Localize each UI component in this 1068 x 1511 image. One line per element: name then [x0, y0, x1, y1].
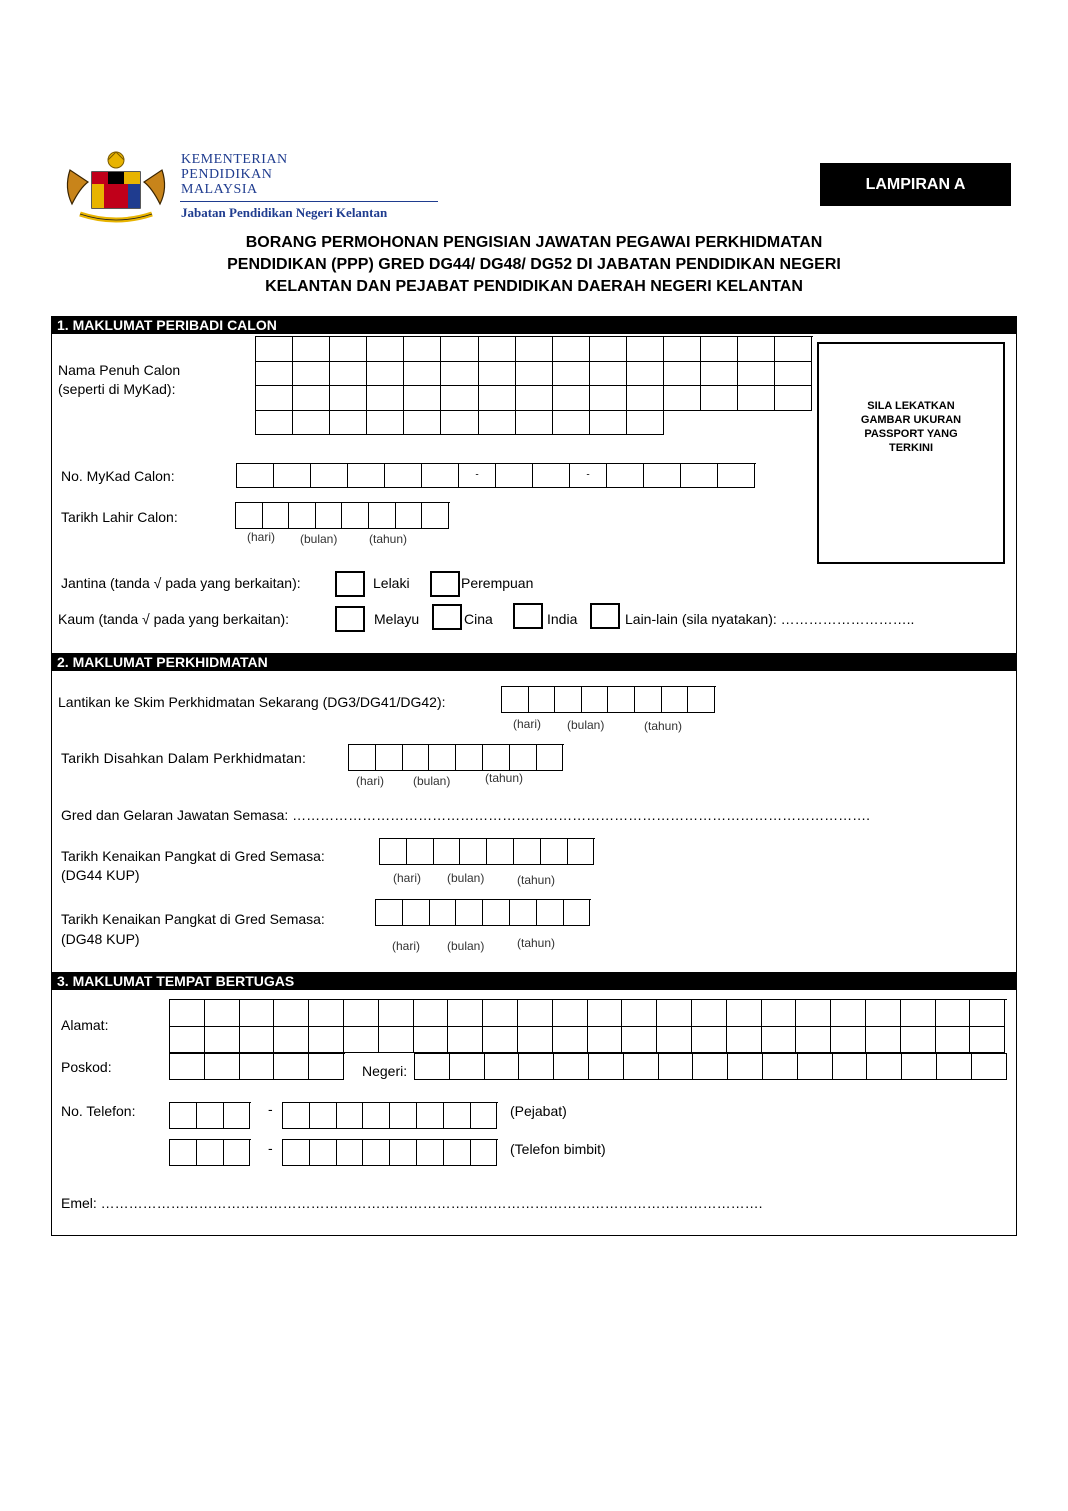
input-cell[interactable] — [385, 464, 422, 488]
race-melayu-checkbox[interactable] — [335, 606, 365, 632]
input-cell[interactable] — [831, 1027, 866, 1054]
input-cell[interactable] — [376, 745, 403, 771]
input-cell[interactable] — [518, 1027, 553, 1054]
input-cell[interactable] — [624, 1054, 659, 1080]
input-cell[interactable] — [404, 411, 441, 436]
input-cell[interactable] — [263, 503, 290, 529]
promo44-label-line2: (DG44 KUP) — [61, 867, 140, 883]
input-cell[interactable] — [590, 362, 627, 387]
input-cell[interactable] — [936, 1000, 971, 1027]
input-cell[interactable] — [310, 1103, 337, 1129]
ministry-divider — [180, 201, 438, 202]
form-title-line2: PENDIDIKAN (PPP) GRED DG44/ DG48/ DG52 DI JABATAN PENDIDIKAN NEGERI — [227, 256, 841, 273]
input-cell[interactable] — [607, 464, 644, 488]
input-cell[interactable] — [170, 1054, 205, 1080]
input-cell[interactable] — [367, 337, 404, 362]
input-cell[interactable] — [516, 362, 553, 387]
promo48-tahun: (tahun) — [517, 936, 556, 950]
race-cina-checkbox[interactable] — [432, 604, 462, 630]
input-cell[interactable] — [831, 1000, 866, 1027]
input-cell[interactable] — [701, 362, 738, 387]
phone-label: No. Telefon: — [61, 1103, 136, 1119]
ministry-name — [181, 152, 288, 197]
input-cell[interactable] — [553, 362, 590, 387]
input-cell[interactable] — [459, 464, 496, 488]
input-cell[interactable] — [236, 503, 263, 529]
input-cell[interactable] — [330, 337, 367, 362]
input-cell[interactable] — [448, 1000, 483, 1027]
input-cell[interactable] — [901, 1027, 936, 1054]
input-cell[interactable] — [796, 1027, 831, 1054]
mykad-separator: - — [475, 468, 479, 480]
input-cell[interactable] — [568, 839, 595, 865]
input-cell[interactable] — [553, 386, 590, 411]
input-cell[interactable] — [622, 1027, 657, 1054]
input-cell[interactable] — [471, 1103, 498, 1129]
input-cell[interactable] — [588, 1027, 623, 1054]
input-cell[interactable] — [170, 1103, 197, 1129]
input-cell[interactable] — [404, 386, 441, 411]
gender-label: Jantina (tanda √ pada yang berkaitan): — [61, 575, 301, 591]
input-cell[interactable] — [970, 1027, 1005, 1054]
input-cell[interactable] — [701, 337, 738, 362]
appointment-tahun: (tahun) — [644, 719, 683, 733]
input-cell[interactable] — [441, 362, 478, 387]
input-cell[interactable] — [590, 411, 627, 436]
form-title-line3: KELANTAN DAN PEJABAT PENDIDIKAN DAERAH NEGERI KELANTAN — [265, 278, 803, 295]
input-cell[interactable] — [256, 386, 293, 411]
mobile-label: (Telefon bimbit) — [510, 1141, 606, 1157]
input-cell[interactable] — [659, 1054, 694, 1080]
input-cell[interactable] — [937, 1054, 972, 1080]
email-label[interactable]: Emel: ……………………………………………………………………………………………………………………………. — [61, 1195, 763, 1211]
input-cell[interactable] — [657, 1000, 692, 1027]
input-cell[interactable] — [833, 1054, 868, 1080]
confirmed-label: Tarikh Disahkan Dalam Perkhidmatan: — [61, 750, 307, 766]
input-cell[interactable] — [390, 1103, 417, 1129]
input-cell[interactable] — [533, 464, 570, 488]
dob-label: Tarikh Lahir Calon: — [61, 509, 178, 525]
postcode-label: Poskod: — [61, 1059, 112, 1075]
input-cell[interactable] — [293, 386, 330, 411]
input-cell[interactable] — [622, 1000, 657, 1027]
input-cell[interactable] — [972, 1054, 1007, 1080]
promo44-hari: (hari) — [393, 871, 422, 885]
input-cell[interactable] — [516, 411, 553, 436]
input-cell[interactable] — [681, 464, 718, 488]
input-cell[interactable] — [718, 464, 755, 488]
input-cell[interactable] — [414, 1027, 449, 1054]
input-cell[interactable] — [170, 1000, 205, 1027]
input-cell[interactable] — [590, 337, 627, 362]
input-cell[interactable] — [417, 1103, 444, 1129]
input-cell[interactable] — [519, 1054, 554, 1080]
photo-instructions — [819, 399, 1003, 455]
photo-text-4: TERKINI — [889, 442, 933, 454]
input-cell[interactable] — [205, 1027, 240, 1054]
promo48-bulan: (bulan) — [447, 939, 485, 953]
input-cell[interactable] — [866, 1000, 901, 1027]
mykad-grid[interactable] — [236, 463, 756, 488]
promo44-label-line1: Tarikh Kenaikan Pangkat di Gred Semasa: — [61, 848, 325, 864]
input-cell[interactable] — [415, 1054, 450, 1080]
input-cell[interactable] — [256, 337, 293, 362]
input-cell[interactable] — [429, 745, 456, 771]
input-cell[interactable] — [483, 900, 510, 926]
input-cell[interactable] — [256, 362, 293, 387]
input-cell[interactable] — [367, 362, 404, 387]
input-cell[interactable] — [554, 1054, 589, 1080]
office-dash: - — [268, 1101, 273, 1117]
input-cell[interactable] — [762, 1027, 797, 1054]
input-cell[interactable] — [363, 1103, 390, 1129]
input-cell[interactable] — [763, 1054, 798, 1080]
input-cell[interactable] — [274, 1054, 309, 1080]
input-cell[interactable] — [367, 386, 404, 411]
input-cell[interactable] — [456, 900, 483, 926]
name-label-line1: Nama Penuh Calon — [58, 362, 181, 378]
state-label: Negeri: — [362, 1063, 408, 1079]
input-cell[interactable] — [367, 411, 404, 436]
input-cell[interactable] — [170, 1140, 197, 1166]
input-cell[interactable] — [902, 1054, 937, 1080]
input-cell[interactable] — [404, 337, 441, 362]
mykad-separator: - — [586, 468, 590, 480]
input-cell[interactable] — [422, 464, 459, 488]
dob-hari: (hari) — [247, 530, 276, 544]
input-cell[interactable] — [256, 411, 293, 436]
input-cell[interactable] — [170, 1027, 205, 1054]
mobile-dash: - — [268, 1140, 273, 1156]
input-cell[interactable] — [693, 1054, 728, 1080]
input-cell[interactable] — [627, 386, 664, 411]
input-cell[interactable] — [635, 687, 662, 713]
race-label: Kaum (tanda √ pada yang berkaitan): — [58, 611, 290, 627]
input-cell[interactable] — [237, 464, 274, 488]
input-cell[interactable] — [727, 1000, 762, 1027]
input-cell[interactable] — [537, 900, 564, 926]
ministry-line1: KEMENTERIAN — [181, 152, 288, 167]
address-grid[interactable] — [169, 999, 1007, 1053]
gender-perempuan-label: Perempuan — [461, 575, 534, 591]
input-cell[interactable] — [205, 1054, 240, 1080]
address-label: Alamat: — [61, 1017, 109, 1033]
annex-badge — [820, 163, 1011, 206]
section1-heading: 1. MAKLUMAT PERIBADI CALON — [51, 316, 1017, 334]
promo44-bulan: (bulan) — [447, 871, 485, 885]
input-cell[interactable] — [403, 900, 430, 926]
mykad-label: No. MyKad Calon: — [61, 468, 175, 484]
input-cell[interactable] — [487, 839, 514, 865]
input-cell[interactable] — [349, 745, 376, 771]
input-cell[interactable] — [529, 687, 556, 713]
confirmed-hari: (hari) — [356, 774, 385, 788]
input-cell[interactable] — [224, 1140, 251, 1166]
input-cell[interactable] — [417, 1140, 444, 1166]
input-cell[interactable] — [738, 362, 775, 387]
input-cell[interactable] — [588, 1000, 623, 1027]
grade-label[interactable]: Gred dan Gelaran Jawatan Semasa: ……………………………………………………………………………………………………………. — [61, 807, 871, 823]
section3-heading: 3. MAKLUMAT TEMPAT BERTUGAS — [51, 972, 1017, 990]
input-cell[interactable] — [627, 362, 664, 387]
input-cell[interactable] — [448, 1027, 483, 1054]
input-cell[interactable] — [582, 687, 609, 713]
input-cell[interactable] — [970, 1000, 1005, 1027]
input-cell[interactable] — [342, 503, 369, 529]
input-cell[interactable] — [197, 1103, 224, 1129]
input-cell[interactable] — [471, 1140, 498, 1166]
input-cell[interactable] — [337, 1103, 364, 1129]
input-cell[interactable] — [664, 337, 701, 362]
input-cell[interactable] — [240, 1027, 275, 1054]
office-prefix-grid[interactable] — [169, 1102, 251, 1129]
input-cell[interactable] — [390, 1140, 417, 1166]
input-cell[interactable] — [510, 900, 537, 926]
input-cell[interactable] — [369, 503, 396, 529]
section2-heading: 2. MAKLUMAT PERKHIDMATAN — [51, 653, 1017, 671]
input-cell[interactable] — [274, 1000, 309, 1027]
input-cell[interactable] — [403, 745, 430, 771]
input-cell[interactable] — [379, 1000, 414, 1027]
department-name: Jabatan Pendidikan Negeri Kelantan — [181, 205, 388, 220]
input-cell[interactable] — [224, 1103, 251, 1129]
ministry-line2: PENDIDIKAN — [181, 167, 273, 182]
input-cell[interactable] — [664, 362, 701, 387]
promo48-grid[interactable] — [375, 899, 591, 926]
input-cell[interactable] — [553, 1027, 588, 1054]
input-cell[interactable] — [516, 386, 553, 411]
input-cell[interactable] — [456, 745, 483, 771]
input-cell[interactable] — [589, 1054, 624, 1080]
input-cell[interactable] — [590, 386, 627, 411]
promo44-tahun: (tahun) — [517, 873, 556, 887]
promo48-hari: (hari) — [392, 939, 421, 953]
photo-text-2: GAMBAR UKURAN — [860, 414, 962, 426]
input-cell[interactable] — [205, 1000, 240, 1027]
input-cell[interactable] — [414, 1000, 449, 1027]
postcode-grid[interactable] — [169, 1053, 345, 1080]
input-cell[interactable] — [441, 337, 478, 362]
input-cell[interactable] — [240, 1054, 275, 1080]
input-cell[interactable] — [240, 1000, 275, 1027]
confirmed-grid[interactable] — [348, 744, 564, 771]
input-cell[interactable] — [775, 386, 812, 411]
input-cell[interactable] — [460, 839, 487, 865]
input-cell[interactable] — [553, 1000, 588, 1027]
promo48-label — [61, 909, 325, 949]
input-cell[interactable] — [407, 839, 434, 865]
input-cell[interactable] — [310, 1140, 337, 1166]
input-cell[interactable] — [608, 687, 635, 713]
input-cell[interactable] — [444, 1103, 471, 1129]
race-melayu-label: Melayu — [374, 611, 420, 627]
crest-icon — [62, 148, 170, 228]
input-cell[interactable] — [627, 337, 664, 362]
input-cell[interactable] — [644, 464, 681, 488]
input-cell[interactable] — [775, 362, 812, 387]
input-cell[interactable] — [289, 503, 316, 529]
promo48-label-line2: (DG48 KUP) — [61, 931, 140, 947]
input-cell[interactable] — [344, 1000, 379, 1027]
appointment-grid[interactable] — [501, 686, 716, 713]
input-cell[interactable] — [553, 337, 590, 362]
confirmed-tahun: (tahun) — [485, 771, 524, 785]
race-india-checkbox[interactable] — [513, 603, 543, 629]
input-cell[interactable] — [564, 900, 591, 926]
input-cell[interactable] — [657, 1027, 692, 1054]
input-cell[interactable] — [485, 1054, 520, 1080]
ministry-line3: MALAYSIA — [181, 182, 258, 197]
input-cell[interactable] — [701, 386, 738, 411]
input-cell[interactable] — [316, 503, 343, 529]
input-cell[interactable] — [283, 1140, 310, 1166]
promo44-label — [61, 847, 325, 885]
input-cell[interactable] — [514, 839, 541, 865]
input-cell[interactable] — [309, 1054, 344, 1080]
input-cell[interactable] — [348, 464, 385, 488]
input-cell[interactable] — [293, 337, 330, 362]
input-cell[interactable] — [775, 337, 812, 362]
input-cell[interactable] — [553, 411, 590, 436]
input-cell[interactable] — [518, 1000, 553, 1027]
input-cell[interactable] — [450, 1054, 485, 1080]
input-cell[interactable] — [309, 1000, 344, 1027]
input-cell[interactable] — [901, 1000, 936, 1027]
input-cell[interactable] — [692, 1027, 727, 1054]
input-cell[interactable] — [293, 411, 330, 436]
input-cell[interactable] — [510, 745, 537, 771]
input-cell[interactable] — [483, 1027, 518, 1054]
input-cell[interactable] — [379, 1027, 414, 1054]
input-cell[interactable] — [936, 1027, 971, 1054]
input-cell[interactable] — [293, 362, 330, 387]
input-cell[interactable] — [738, 386, 775, 411]
input-cell[interactable] — [798, 1054, 833, 1080]
mobile-prefix-grid[interactable] — [169, 1139, 251, 1166]
input-cell[interactable] — [441, 411, 478, 436]
state-grid[interactable] — [414, 1053, 1007, 1080]
input-cell[interactable] — [692, 1000, 727, 1027]
input-cell[interactable] — [404, 362, 441, 387]
input-cell[interactable] — [396, 503, 423, 529]
input-cell[interactable] — [479, 411, 516, 436]
input-cell[interactable] — [441, 386, 478, 411]
input-cell[interactable] — [662, 687, 689, 713]
input-cell[interactable] — [311, 464, 348, 488]
input-cell[interactable] — [738, 337, 775, 362]
input-cell[interactable] — [541, 839, 568, 865]
input-cell[interactable] — [664, 386, 701, 411]
input-cell[interactable] — [867, 1054, 902, 1080]
input-cell[interactable] — [555, 687, 582, 713]
input-cell[interactable] — [496, 464, 533, 488]
input-cell[interactable] — [430, 900, 457, 926]
input-cell[interactable] — [688, 687, 715, 713]
mobile-number-grid[interactable] — [282, 1139, 498, 1166]
input-cell[interactable] — [363, 1140, 390, 1166]
gender-lelaki-label: Lelaki — [373, 575, 410, 591]
confirmed-bulan: (bulan) — [413, 774, 451, 788]
photo-text-3: PASSPORT YANG — [864, 428, 958, 440]
input-cell[interactable] — [537, 745, 564, 771]
input-cell[interactable] — [283, 1103, 310, 1129]
appointment-label: Lantikan ke Skim Perkhidmatan Sekarang (DG3/DG41/DG42): — [58, 694, 446, 710]
race-other-label[interactable]: Lain-lain (sila nyatakan): ……………………….. — [625, 611, 915, 627]
input-cell[interactable] — [796, 1000, 831, 1027]
input-cell[interactable] — [627, 411, 664, 436]
input-cell[interactable] — [483, 1000, 518, 1027]
promo48-label-line1: Tarikh Kenaikan Pangkat di Gred Semasa: — [61, 911, 325, 927]
input-cell[interactable] — [434, 839, 461, 865]
input-cell[interactable] — [516, 337, 553, 362]
name-label — [58, 361, 180, 399]
photo-text-1: SILA LEKATKAN — [867, 400, 955, 412]
input-cell[interactable] — [337, 1140, 364, 1166]
appointment-bulan: (bulan) — [567, 718, 605, 732]
dob-grid[interactable] — [235, 502, 450, 529]
office-number-grid[interactable] — [282, 1102, 498, 1129]
input-cell[interactable] — [274, 464, 311, 488]
input-cell[interactable] — [330, 411, 367, 436]
dob-bulan: (bulan) — [300, 532, 338, 546]
input-cell[interactable] — [309, 1027, 344, 1054]
race-other-checkbox[interactable] — [590, 603, 620, 629]
gender-perempuan-checkbox[interactable] — [430, 571, 460, 597]
input-cell[interactable] — [483, 745, 510, 771]
input-cell[interactable] — [479, 337, 516, 362]
input-cell[interactable] — [330, 386, 367, 411]
annex-label: LAMPIRAN A — [865, 176, 966, 193]
dob-tahun: (tahun) — [369, 532, 408, 546]
form-title-line1: BORANG PERMOHONAN PENGISIAN JAWATAN PEGAWAI PERKHIDMATAN — [245, 234, 823, 251]
input-cell[interactable] — [197, 1140, 224, 1166]
input-cell[interactable] — [727, 1027, 762, 1054]
input-cell[interactable] — [762, 1000, 797, 1027]
gender-lelaki-checkbox[interactable] — [335, 571, 365, 597]
input-cell[interactable] — [444, 1140, 471, 1166]
race-cina-label: Cina — [464, 611, 493, 627]
name-label-line2: (seperti di MyKad): — [58, 381, 176, 397]
input-cell[interactable] — [479, 386, 516, 411]
input-cell[interactable] — [344, 1027, 379, 1054]
input-cell[interactable] — [728, 1054, 763, 1080]
office-label: (Pejabat) — [510, 1103, 567, 1119]
input-cell[interactable] — [479, 362, 516, 387]
name-grid[interactable] — [255, 336, 813, 435]
input-cell[interactable] — [274, 1027, 309, 1054]
appointment-hari: (hari) — [513, 717, 542, 731]
input-cell[interactable] — [330, 362, 367, 387]
race-india-label: India — [547, 611, 578, 627]
photo-box[interactable] — [817, 342, 1005, 564]
input-cell[interactable] — [422, 503, 449, 529]
input-cell[interactable] — [570, 464, 607, 488]
input-cell[interactable] — [866, 1027, 901, 1054]
input-cell[interactable] — [502, 687, 529, 713]
input-cell[interactable] — [380, 839, 407, 865]
promo44-grid[interactable] — [379, 838, 595, 865]
input-cell[interactable] — [376, 900, 403, 926]
